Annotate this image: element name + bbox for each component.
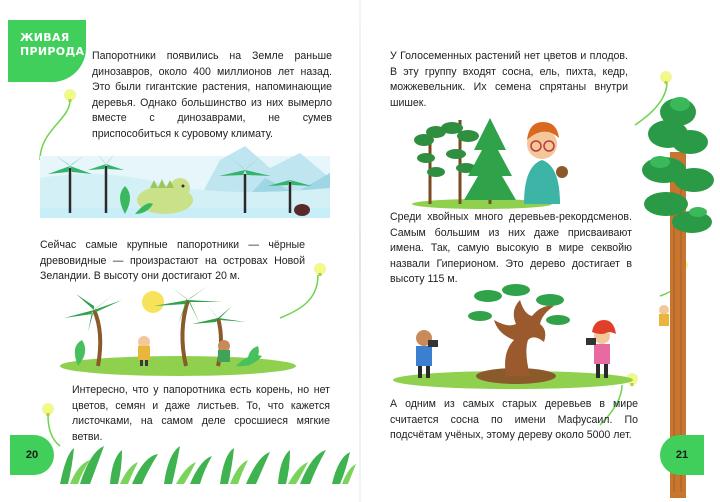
paragraph-oldest-pine: А одним из самых старых деревьев в мире считается сосна по имени Мафусаил. По подсчётам учёных, этому дереву около 5000 лет. — [390, 398, 638, 442]
page-right — [360, 0, 720, 502]
page-number: 21 — [660, 435, 704, 475]
paragraph-record-trees: Среди хвойных много деревьев-рекордсменов. Самым большим из них даже присваивают имена. Так, самую высокую в мире секвойю назвали Гиперионом. Это дерево достигает в высоту 115 м. — [390, 211, 632, 286]
lightbulb-icon — [658, 70, 674, 86]
prehistoric-ferns-illustration — [40, 138, 330, 220]
badge-line-2: ПРИРОДА — [20, 45, 85, 58]
badge-line-1: ЖИВАЯ — [20, 31, 70, 44]
page-number: 20 — [10, 435, 54, 475]
conifers-illustration — [412, 110, 572, 210]
lightbulb-icon — [40, 402, 56, 418]
paragraph-ferns-history: Папоротники появились на Земле раньше динозавров, около 400 миллионов лет назад. Это были гигантские растения, напоминающие деревья. Однако большинство из них вымерло вместе с динозаврами, не сумев приспособиться к суровому климату. — [92, 50, 332, 140]
lightbulb-icon — [62, 88, 78, 104]
paragraph-largest-ferns: Сейчас самые крупные папоротники — чёрные древовидные — произрастают на островах Новой Зеландии. В высоту они достигают 20 м. — [40, 239, 305, 283]
paragraph-gymnosperms: У Голосеменных растений нет цветов и плодов. В эту группу входят сосна, ель, пихта, кедр, можжевельник. Их семена спрятаны внутри шишек. — [390, 50, 628, 109]
paragraph-fern-structure: Интересно, что у папоротника есть корень, но нет цветов, семян и даже листьев. То, что кажется листочками, на самом деле сросшиеся мягкие ветви. — [72, 384, 330, 443]
grass-border — [60, 440, 360, 484]
tree-ferns-illustration — [58, 282, 298, 377]
lightbulb-icon — [312, 262, 328, 278]
ancient-pine-illustration — [388, 282, 638, 390]
